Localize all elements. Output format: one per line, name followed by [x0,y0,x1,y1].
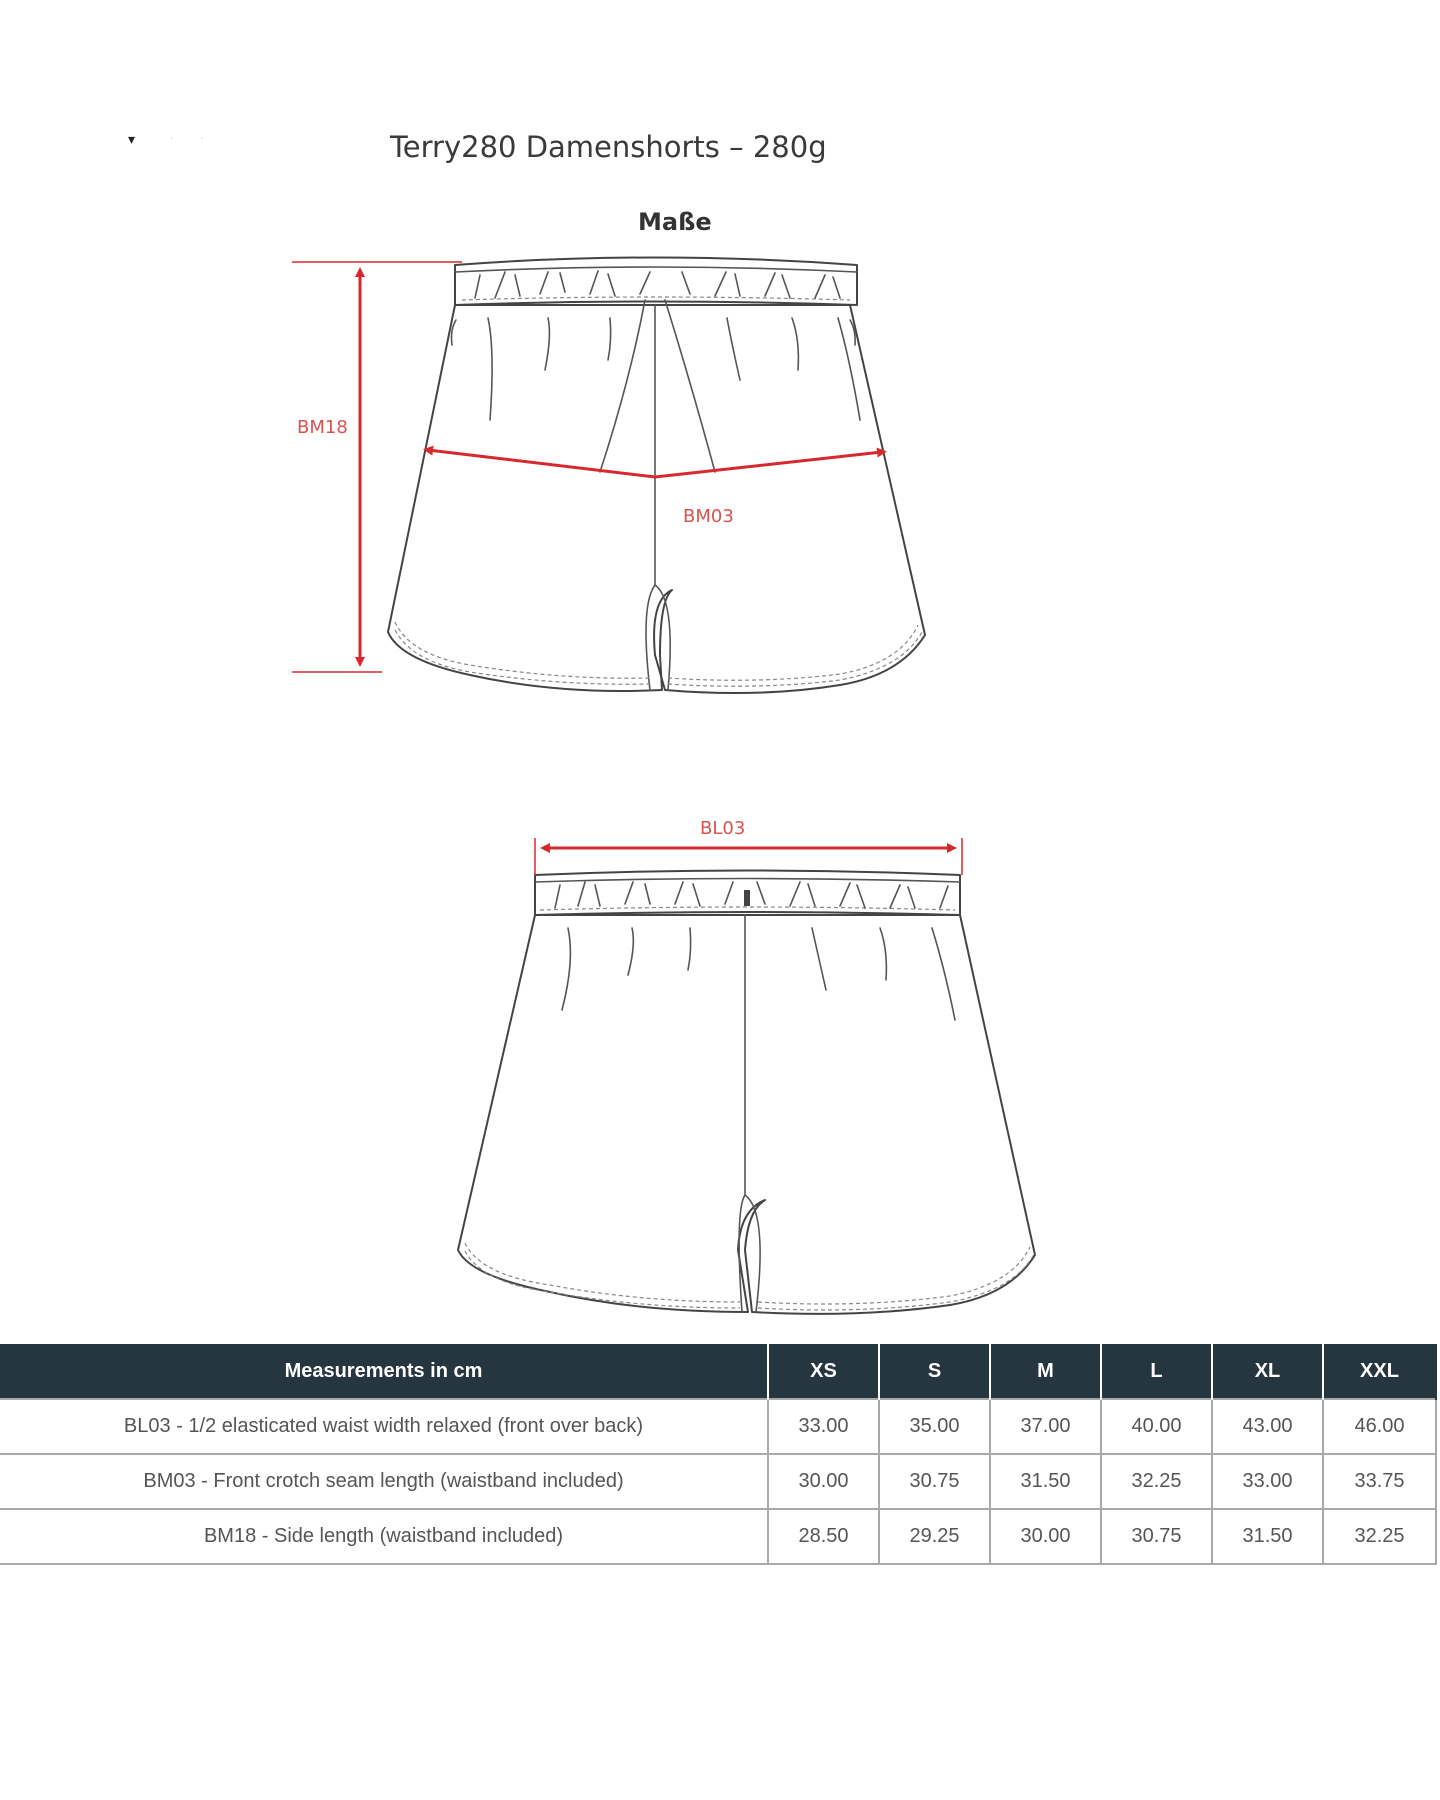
cell-value: 28.50 [768,1509,879,1564]
header-size-xl: XL [1212,1344,1323,1399]
cell-value: 29.25 [879,1509,990,1564]
header-size-m: M [990,1344,1101,1399]
row-label: BM03 - Front crotch seam length (waistband included) [0,1454,768,1509]
header-size-s: S [879,1344,990,1399]
back-label-tab [744,890,750,906]
cell-value: 33.75 [1323,1454,1436,1509]
table-row [0,1454,1436,1509]
row-label: BL03 - 1/2 elasticated waist width relaxed (front over back) [0,1399,768,1454]
bm18-label: BM18 [297,417,348,438]
header-size-xs: XS [768,1344,879,1399]
cell-value: 35.00 [879,1399,990,1454]
cell-value: 32.25 [1323,1509,1436,1564]
cell-value: 37.00 [990,1399,1101,1454]
cell-value: 32.25 [1101,1454,1212,1509]
bm03-label: BM03 [683,506,734,527]
back-shorts-body [458,915,1035,1314]
cell-value: 46.00 [1323,1399,1436,1454]
table-row [0,1509,1436,1564]
header-size-xxl: XXL [1323,1344,1436,1399]
table-header-row [0,1344,1436,1399]
cell-value: 30.00 [990,1509,1101,1564]
table-row [0,1399,1436,1454]
front-shorts-body [388,305,925,693]
cell-value: 33.00 [1212,1454,1323,1509]
row-label: BM18 - Side length (waistband included) [0,1509,768,1564]
brand-logo-icon: ▾ [128,132,136,148]
section-title: Maße [638,208,712,236]
page-title: Terry280 Damenshorts – 280g [390,130,827,164]
back-view-shorts [458,871,1035,1314]
bl03-dimension [535,818,962,875]
front-view-shorts [388,258,925,694]
cell-value: 30.75 [879,1454,990,1509]
bl03-label: BL03 [700,818,746,839]
cell-value: 31.50 [990,1454,1101,1509]
cell-value: 30.75 [1101,1509,1212,1564]
cell-value: 33.00 [768,1399,879,1454]
measurement-table [0,1344,1437,1565]
cell-value: 40.00 [1101,1399,1212,1454]
header-measurements: Measurements in cm [0,1344,768,1399]
cell-value: 43.00 [1212,1399,1323,1454]
front-waistband [455,258,857,306]
brand-logo-dots: · · [170,134,216,145]
header-size-l: L [1101,1344,1212,1399]
cell-value: 31.50 [1212,1509,1323,1564]
cell-value: 30.00 [768,1454,879,1509]
